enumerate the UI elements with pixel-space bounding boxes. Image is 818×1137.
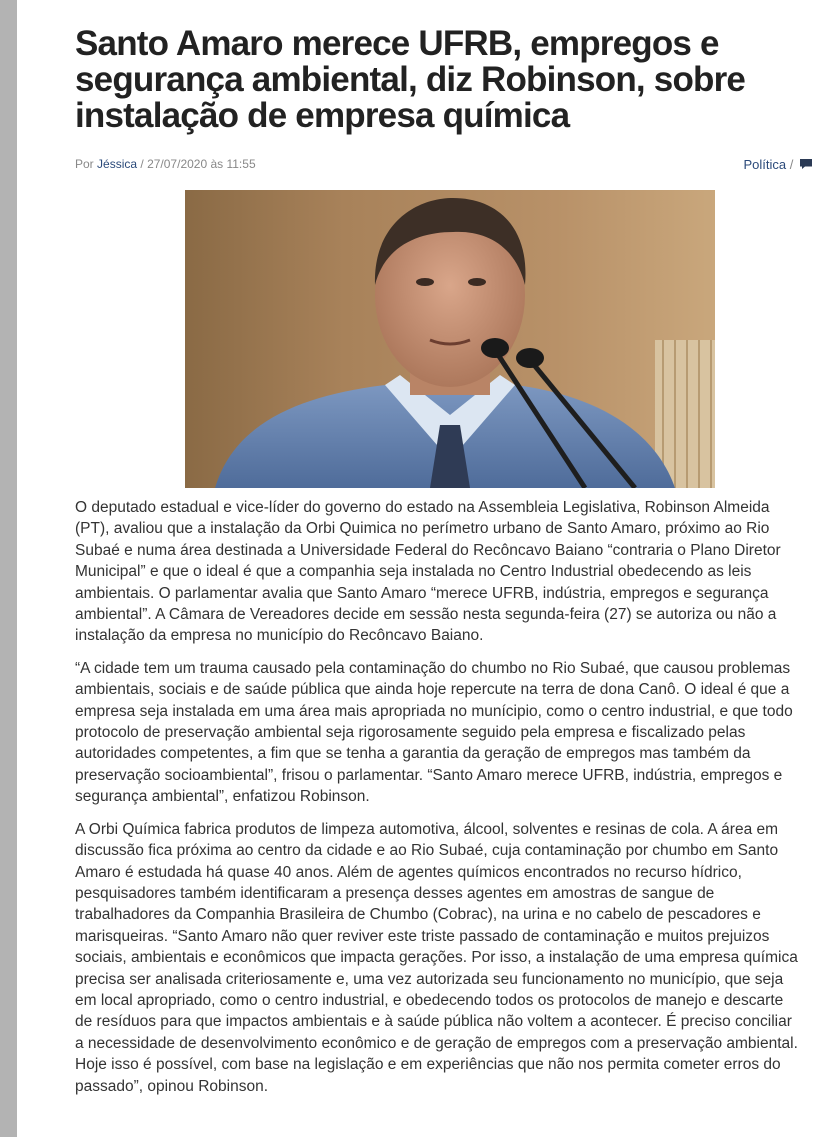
article-meta [75,157,818,175]
by-label: Por [75,157,94,171]
paragraph-2 [75,658,818,808]
comment-icon[interactable] [799,158,813,173]
left-sidebar-strip [0,0,17,1137]
text-line: “A cidade tem um trauma causado pela contaminação do chumbo no Rio Subaé, que causou problemas [75,659,791,677]
text-line: a necessidade de desenvolvimento econômico e de geração de empregos com a preservação ambiental. [75,1034,798,1052]
category-separator: / [789,157,794,172]
text-line: autoridades competentes, a fim que se tenha a garantia da geração de empregos mas também da [75,745,751,763]
text-line: Amaro é estudada há quase 40 anos. Além de agentes químicos encontrados no recurso hídrico, [75,863,742,881]
text-line: Hoje isso é possível, com base na legislação e em experiências que não nos permita cometer erros do [75,1056,781,1074]
text-line: instalação da empresa no município do Recôncavo Baiano. [75,627,484,645]
text-line: A Orbi Química fabrica produtos de limpeza automotiva, álcool, solventes e resinas de cola. A área em [75,820,779,838]
meta-right [743,157,813,173]
text-line: discussão fica próxima ao centro da cidade e ao Rio Subaé, cuja contaminação por chumbo em Santo [75,842,779,860]
text-line: sociais, ambientais e econômicos que impacta gerações. Por isso, a instalação de uma empresa química [75,949,798,967]
paragraph-1 [75,497,818,647]
text-line: Subaé e numa área destinada a Universidade Federal do Recôncavo Baiano “contraria o Plano Diretor [75,541,781,559]
text-line: (PT), avaliou que a instalação da Orbi Quimica no perímetro urbano de Santo Amaro, próximo ao Rio [75,520,770,538]
text-line: pesquisadores também identificaram a presença desses agentes em amostras de sangue de [75,884,715,902]
category-link[interactable]: Política [743,157,787,172]
text-line: ambientais. O parlamentar avalia que Santo Amaro “merece UFRB, indústria, empregos e segurança [75,584,769,602]
photo-of-speaker-icon [185,190,715,488]
text-line: ambientais, sociais e de saúde pública que ainda hoje repercute na terra de dona Canô. O ideal é que a [75,681,790,699]
text-line: em local apropriado, como o centro industrial, e obedecendo todos os protocolos de manejo e descarte [75,991,784,1009]
text-line: passado”, opinou Robinson. [75,1077,269,1095]
text-line: O deputado estadual e vice-líder do governo do estado na Assembleia Legislativa, Robinson Almeida [75,499,770,516]
text-line: segurança ambiental”, enfatizou Robinson. [75,788,370,806]
paragraph-3 [75,819,818,1097]
text-line: marisqueiras. “Santo Amaro não quer reviver este triste passado de contaminação e muitos prejuizos [75,927,770,945]
article-title: Santo Amaro merece UFRB, empregos e segurança ambiental, diz Robinson, sobre instalação de empresa química [75,24,746,135]
text-line: de resíduos para que impactos ambientais e à saúde pública não voltem a acontecer. É preciso conciliar [75,1013,792,1031]
text-line: Municipal” e que o ideal é que a companhia seja instalada no Centro Industrial obedecendo as leis [75,563,752,581]
article-body [75,497,818,1108]
text-line: preservação socioambiental”, frisou o parlamentar. “Santo Amaro merece UFRB, indústria, empregos e [75,766,783,784]
meta-separator: / [140,157,144,171]
text-line: trabalhadores da Companhia Brasileira de Chumbo (Cobrac), na urina e no cabelo de pescadores e [75,906,761,924]
publish-date: 27/07/2020 às 11:55 [147,157,256,171]
author-link[interactable]: Jéssica [97,157,138,171]
text-line: empresa seja instalada em uma área mais apropriada no munícipio, como o centro industrial, e que todo [75,702,793,720]
article-photo [185,190,715,488]
text-line: protocolo de preservação ambiental seja rigorosamente seguido pela empresa e fiscalizado pelas [75,724,746,742]
text-line: precisa ser analisada criteriosamente e, uma vez autorizada seu funcionamento no município, que seja [75,970,784,988]
text-line: ambiental”. A Câmara de Vereadores decide em sessão nesta segunda-feira (27) se autoriza ou não a [75,606,777,624]
